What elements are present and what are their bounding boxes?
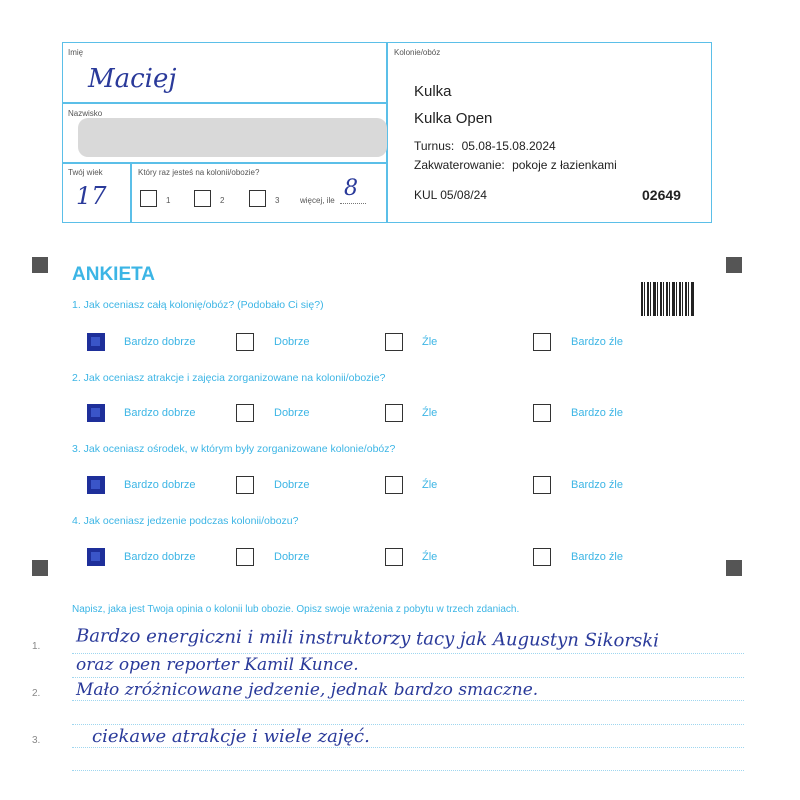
registration-marker: [32, 560, 48, 576]
q1-option-very-bad-label: Bardzo źle: [571, 336, 623, 348]
survey-title: ANKIETA: [72, 264, 156, 285]
divider: [130, 162, 132, 223]
handwritten-line-1[interactable]: Bardzo energiczni i mili instruktorzy tacy jak Augustyn Sikorski: [75, 625, 660, 652]
q2-option-good-checkbox[interactable]: [236, 404, 254, 422]
camp-label: Kolonie/obóz: [394, 48, 441, 57]
writing-line: [72, 724, 744, 725]
q1-option-very-bad-checkbox[interactable]: [533, 333, 551, 351]
q2-option-good-label: Dobrze: [274, 407, 310, 419]
name-label: Imię: [68, 48, 84, 57]
name-value[interactable]: Maciej: [88, 64, 177, 94]
q1-option-good-label: Dobrze: [274, 336, 310, 348]
which-time-option-3: 3: [275, 196, 280, 205]
which-time-option-2: 2: [220, 196, 225, 205]
question-3: 3. Jak oceniasz ośrodek, w którym były zorganizowane kolonie/obóz?: [72, 443, 396, 455]
accommodation-label: Zakwaterowanie:: [414, 158, 505, 172]
q1-option-very-good-label: Bardzo dobrze: [124, 336, 196, 348]
turnus-value: 05.08-15.08.2024: [461, 139, 556, 153]
divider: [62, 162, 386, 164]
q4-option-very-bad-checkbox[interactable]: [533, 548, 551, 566]
handwritten-line-2[interactable]: oraz open reporter Kamil Kunce.: [76, 655, 359, 675]
age-label: Twój wiek: [68, 168, 103, 177]
q3-option-bad-checkbox[interactable]: [385, 476, 403, 494]
q4-option-very-good-checkbox[interactable]: [87, 548, 105, 566]
which-time-checkbox-1[interactable]: [140, 190, 157, 207]
q3-option-very-good-label: Bardzo dobrze: [124, 479, 196, 491]
age-value[interactable]: 17: [76, 182, 107, 210]
more-dotline: [340, 203, 366, 204]
q4-option-good-checkbox[interactable]: [236, 548, 254, 566]
camp-name: Kulka: [414, 83, 452, 100]
question-4: 4. Jak oceniasz jedzenie podczas kolonii/obozu?: [72, 515, 299, 527]
registration-marker: [726, 560, 742, 576]
q3-option-good-label: Dobrze: [274, 479, 310, 491]
writing-line: [72, 677, 744, 678]
handwritten-line-3[interactable]: Mało zróżnicowane jedzenie, jednak bardzo smaczne.: [76, 680, 539, 700]
q2-option-very-bad-label: Bardzo źle: [571, 407, 623, 419]
writing-line: [72, 747, 744, 748]
form-number: 02649: [642, 187, 681, 203]
more-value[interactable]: 8: [344, 176, 358, 201]
q1-option-bad-checkbox[interactable]: [385, 333, 403, 351]
line-number-3: 3.: [32, 735, 41, 746]
more-label: więcej, ile: [300, 196, 335, 205]
which-time-label: Który raz jesteś na kolonii/obozie?: [138, 168, 260, 177]
accommodation-value: pokoje z łazienkami: [512, 158, 617, 172]
q3-option-very-bad-checkbox[interactable]: [533, 476, 551, 494]
opinion-prompt: Napisz, jaka jest Twoja opinia o kolonii lub obozie. Opisz swoje wrażenia z pobytu w trzech zdaniach.: [72, 604, 520, 615]
writing-line: [72, 770, 744, 771]
registration-marker: [726, 257, 742, 273]
barcode-icon: [641, 282, 695, 316]
which-time-checkbox-2[interactable]: [194, 190, 211, 207]
which-time-checkbox-3[interactable]: [249, 190, 266, 207]
q2-option-bad-label: Źle: [422, 407, 438, 419]
q4-option-bad-label: Źle: [422, 551, 438, 563]
redacted-surname: [78, 118, 387, 157]
q4-option-bad-checkbox[interactable]: [385, 548, 403, 566]
q2-option-very-good-checkbox[interactable]: [87, 404, 105, 422]
turnus-row: [414, 139, 556, 153]
q4-option-good-label: Dobrze: [274, 551, 310, 563]
accommodation-row: [414, 158, 617, 172]
question-2: 2. Jak oceniasz atrakcje i zajęcia zorganizowane na kolonii/obozie?: [72, 372, 386, 384]
q3-option-very-bad-label: Bardzo źle: [571, 479, 623, 491]
line-number-2: 2.: [32, 688, 41, 699]
q1-option-very-good-checkbox[interactable]: [87, 333, 105, 351]
writing-line: [72, 653, 744, 654]
line-number-1: 1.: [32, 641, 41, 652]
camp-subname: Kulka Open: [414, 110, 493, 127]
divider: [62, 102, 386, 104]
q1-option-good-checkbox[interactable]: [236, 333, 254, 351]
q4-option-very-good-label: Bardzo dobrze: [124, 551, 196, 563]
q4-option-very-bad-label: Bardzo źle: [571, 551, 623, 563]
q3-option-bad-label: Źle: [422, 479, 438, 491]
q3-option-very-good-checkbox[interactable]: [87, 476, 105, 494]
surname-label: Nazwisko: [68, 109, 103, 118]
q3-option-good-checkbox[interactable]: [236, 476, 254, 494]
handwritten-line-4[interactable]: ciekawe atrakcje i wiele zajęć.: [92, 726, 370, 747]
q2-option-bad-checkbox[interactable]: [385, 404, 403, 422]
q2-option-very-bad-checkbox[interactable]: [533, 404, 551, 422]
which-time-option-1: 1: [166, 196, 171, 205]
turnus-label: Turnus:: [414, 139, 455, 153]
camp-code: KUL 05/08/24: [414, 188, 487, 202]
question-1: 1. Jak oceniasz całą kolonię/obóz? (Podobało Ci się?): [72, 299, 324, 311]
registration-marker: [32, 257, 48, 273]
q2-option-very-good-label: Bardzo dobrze: [124, 407, 196, 419]
q1-option-bad-label: Źle: [422, 336, 438, 348]
writing-line: [72, 700, 744, 701]
